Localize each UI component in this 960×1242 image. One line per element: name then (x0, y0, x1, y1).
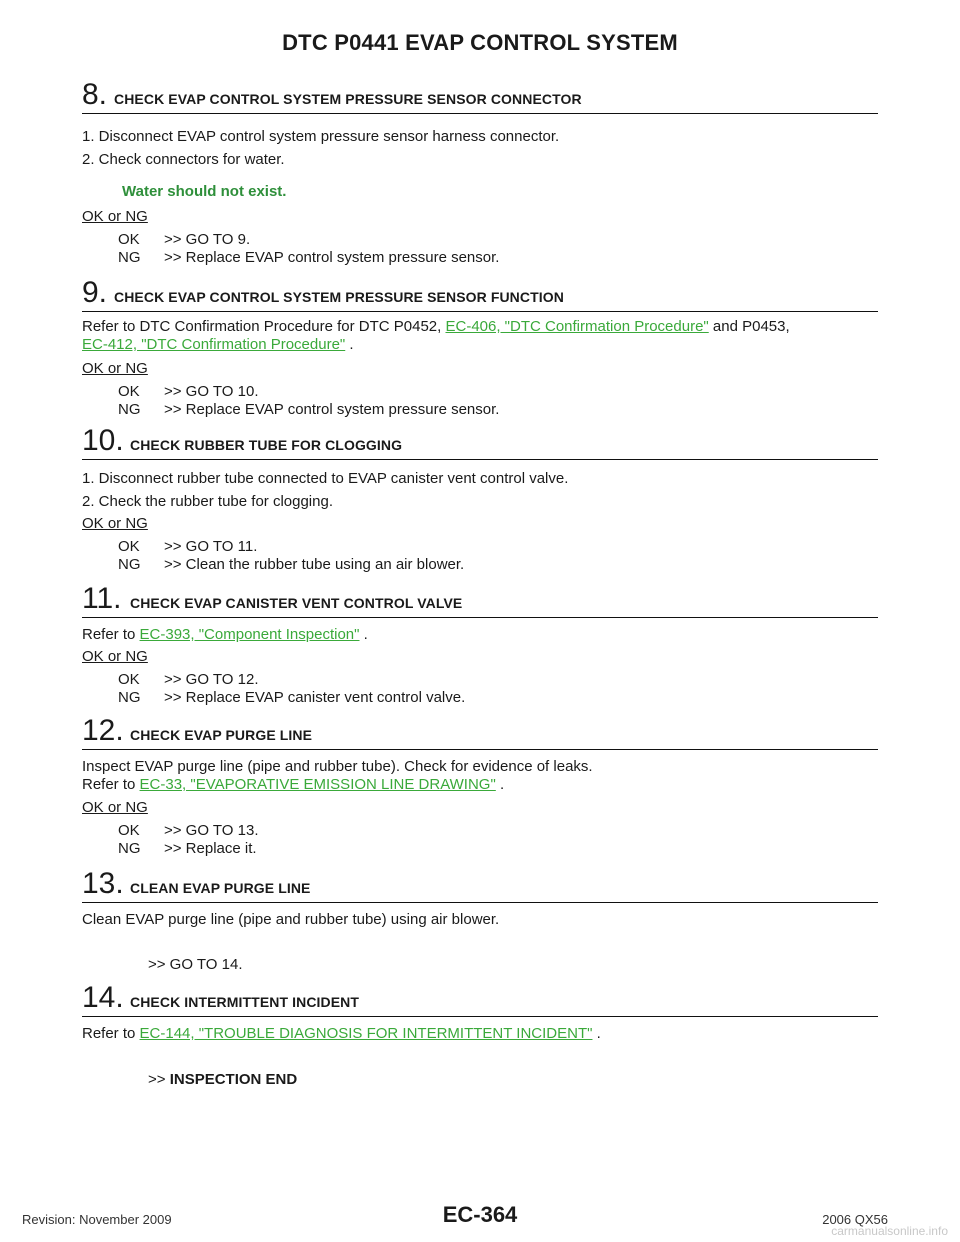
step-9 (82, 276, 878, 418)
refer-line (82, 1025, 601, 1043)
link-ec-393[interactable]: EC-393, "Component Inspection" (139, 626, 360, 643)
refer-line (82, 776, 504, 794)
result-key: OK (118, 538, 140, 555)
instruction-line: 2. Check the rubber tube for clogging. (82, 493, 333, 510)
result-text: >> Replace EVAP control system pressure sensor. (164, 401, 500, 418)
refer-text: Refer to (82, 1025, 136, 1042)
step-number: 9. (82, 276, 108, 309)
page-title: DTC P0441 EVAP CONTROL SYSTEM (282, 30, 678, 55)
refer-line (82, 336, 354, 354)
result-key: OK (118, 822, 140, 839)
result-text: >> Replace it. (164, 840, 257, 857)
ok-ng-label: OK or NG (82, 648, 148, 665)
refer-text: Refer to DTC Confirmation Procedure for DTC P0452, (82, 318, 442, 335)
refer-text: Refer to (82, 776, 136, 793)
step-title: CHECK EVAP CANISTER VENT CONTROL VALVE (130, 595, 463, 611)
instruction-line: Inspect EVAP purge line (pipe and rubber tube). Check for evidence of leaks. (82, 758, 593, 775)
result-text: >> Replace EVAP control system pressure sensor. (164, 249, 500, 266)
step-number: 10. (82, 424, 124, 457)
step-title: CHECK EVAP CONTROL SYSTEM PRESSURE SENSOR CONNECTOR (114, 91, 582, 107)
link-ec-406[interactable]: EC-406, "DTC Confirmation Procedure" (445, 318, 709, 335)
result-text: >> GO TO 11. (164, 538, 258, 555)
step-number: 14. (82, 981, 124, 1014)
step-header (82, 424, 878, 460)
refer-text: . (349, 336, 354, 353)
step-11 (82, 582, 878, 706)
instruction-line: 2. Check connectors for water. (82, 151, 285, 168)
step-14 (82, 981, 878, 1088)
step-12 (82, 714, 878, 857)
result-ok (118, 671, 259, 689)
link-ec-33[interactable]: EC-33, "EVAPORATIVE EMISSION LINE DRAWING" (139, 776, 496, 793)
result-key: OK (118, 383, 140, 400)
result-ok (118, 538, 257, 556)
result-ok (118, 822, 259, 840)
refer-text: and P0453, (712, 318, 790, 335)
step-13 (82, 867, 878, 973)
link-ec-412[interactable]: EC-412, "DTC Confirmation Procedure" (82, 336, 346, 353)
refer-text: . (499, 776, 505, 793)
step-number: 13. (82, 867, 124, 900)
result-text: >> GO TO 13. (164, 822, 259, 839)
step-title: CHECK EVAP PURGE LINE (130, 727, 313, 743)
step-header (82, 867, 878, 903)
step-header (82, 276, 878, 312)
step-header (82, 78, 878, 114)
result-key: OK (118, 671, 140, 688)
refer-line (82, 626, 368, 644)
result-key: NG (118, 249, 141, 266)
ok-ng-label: OK or NG (82, 360, 148, 377)
result-ok (118, 383, 259, 401)
step-header (82, 981, 878, 1017)
ok-ng-label: OK or NG (82, 799, 148, 816)
result-prefix: >> (148, 1071, 166, 1088)
revision-date: Revision: November 2009 (22, 1212, 172, 1227)
result-ng (118, 689, 465, 707)
refer-text: . (596, 1025, 601, 1042)
result-text: >> GO TO 9. (164, 231, 251, 248)
step-title: CHECK INTERMITTENT INCIDENT (130, 994, 360, 1010)
result-key: NG (118, 556, 141, 573)
result-key: NG (118, 840, 141, 857)
result-text: >> Replace EVAP canister vent control valve. (164, 689, 466, 706)
result-key: NG (118, 401, 141, 418)
result-ng (118, 249, 499, 267)
result-ng (118, 556, 464, 574)
refer-text: Refer to (82, 626, 136, 643)
ok-ng-label: OK or NG (82, 515, 148, 532)
link-ec-144[interactable]: EC-144, "TROUBLE DIAGNOSIS FOR INTERMITTENT INCIDENT" (139, 1025, 593, 1042)
step-number: 11. (82, 582, 122, 615)
instruction-line: 1. Disconnect rubber tube connected to EVAP canister vent control valve. (82, 470, 569, 487)
result-ng (118, 840, 257, 858)
result-text: >> Clean the rubber tube using an air blower. (164, 556, 465, 573)
refer-text: . (363, 626, 368, 643)
ok-ng-label: OK or NG (82, 208, 148, 225)
step-title: CLEAN EVAP PURGE LINE (130, 880, 311, 896)
step-header (82, 714, 878, 750)
step-number: 8. (82, 78, 108, 111)
result-text: >> GO TO 12. (164, 671, 259, 688)
result-ng (118, 401, 499, 419)
step-title: CHECK EVAP CONTROL SYSTEM PRESSURE SENSOR FUNCTION (114, 289, 564, 305)
step-number: 12. (82, 714, 124, 747)
result-key: OK (118, 231, 140, 248)
step-header (82, 582, 878, 618)
step-8 (82, 78, 878, 266)
model-label: 2006 QX56 (822, 1212, 888, 1227)
result-key: NG (118, 689, 141, 706)
page-number: EC-364 (442, 1202, 518, 1227)
spec-value: Water should not exist. (122, 183, 287, 200)
watermark: carmanualsonline.info (831, 1224, 948, 1238)
step-title: CHECK RUBBER TUBE FOR CLOGGING (130, 437, 403, 453)
instruction-line: 1. Disconnect EVAP control system pressure sensor harness connector. (82, 128, 560, 145)
result-ok (118, 231, 250, 249)
inspection-end: INSPECTION END (169, 1071, 298, 1088)
result-text: >> GO TO 10. (164, 383, 259, 400)
refer-line (82, 318, 790, 336)
result-text: >> GO TO 14. (148, 956, 243, 973)
instruction-line: Clean EVAP purge line (pipe and rubber tube) using air blower. (82, 911, 500, 928)
inspection-end-line (148, 1071, 297, 1089)
step-10 (82, 424, 878, 573)
